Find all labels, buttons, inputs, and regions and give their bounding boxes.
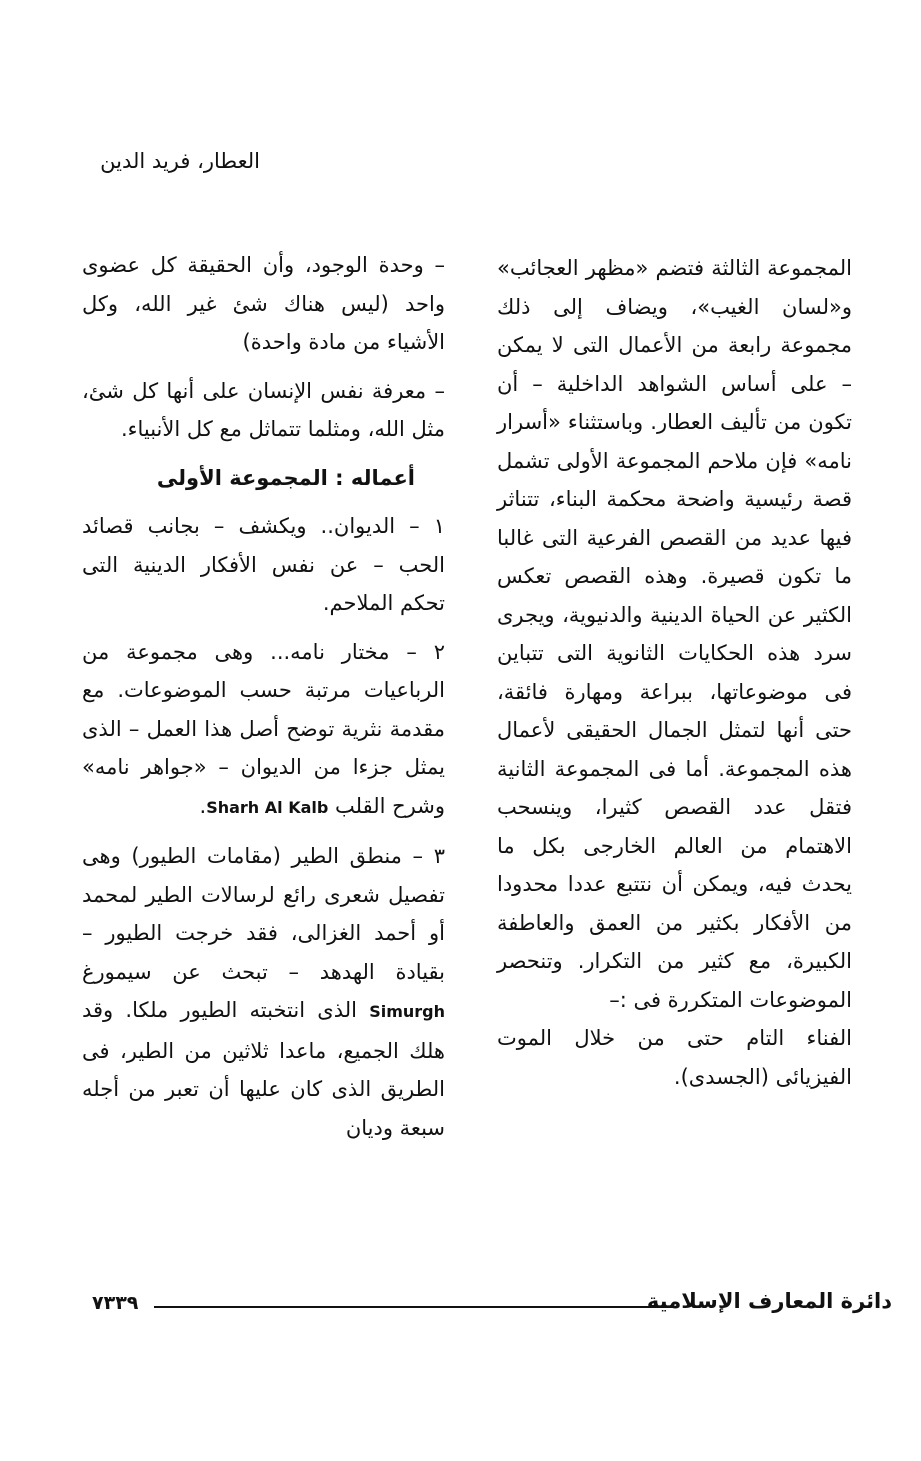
work-item-mukhtar-nama-text: ٢ – مختار نامه... وهى مجموعة من الرباعيات مرتبة حسب الموضوعات. مع مقدمة نثرية توضح أصل هذا العمل – الذى يمثل جزءا من الديوان – «جواهر نامه» وشرح القلب	[82, 639, 445, 818]
list-item-self-knowledge: – معرفة نفس الإنسان على أنها كل شئ، مثل الله، ومثلما تتماثل مع كل الأنبياء.	[82, 378, 445, 441]
page-footer	[92, 1286, 892, 1326]
right-column	[497, 249, 852, 1096]
running-title: العطار، فريد الدين	[100, 149, 260, 173]
latin-term-sharh-al-kalb: Sharh Al Kalb	[206, 797, 329, 817]
left-column	[82, 246, 445, 1157]
footer-divider	[154, 1306, 677, 1308]
right-column-paragraph-2: الفناء التام حتى من خلال الموت الفيزيائى (الجسدى).	[497, 1026, 852, 1089]
latin-term-simurgh: Simurgh	[369, 1002, 445, 1021]
work-item-mantiq-al-tayr	[82, 837, 445, 1147]
work-item-diwan: ١ – الديوان.. ويكشف – بجانب قصائد الحب – عن نفس الأفكار الدينية التى تحكم الملاحم.	[82, 514, 445, 615]
list-item-unity-of-being: – وحدة الوجود، وأن الحقيقة كل عضوى واحد (ليس هناك شئ غير الله، وكل الأشياء من مادة واحدة)	[82, 253, 445, 354]
work-item-mantiq-text-after: الذى انتخبته الطيور ملكا. وقد هلك الجميع، ماعدا ثلاثين من الطير، فى الطريق الذى كان عليها أن تعبر من أجله سبعة وديان	[82, 998, 445, 1140]
work-item-mukhtar-nama: ٢ – مختار نامه... وهى مجموعة من الرباعيات مرتبة حسب الموضوعات. مع مقدمة نثرية توضح أصل هذا العمل – الذى يمثل جزءا من الديوان – «جواهر نامه» وشرح القلب Sharh Al Kalb.	[82, 639, 445, 818]
section-heading-works: أعماله : المجموعة الأولى	[156, 465, 415, 490]
work-item-mantiq-text-before: ٣ – منطق الطير (مقامات الطيور) وهى تفصيل شعرى رائع لرسالات الطير لمحمد أو أحمد الغزالى، فقد خرجت الطيور – بقيادة الهدهد – تبحث عن سيمورغ	[82, 844, 445, 984]
page-number: ٧٣٣٩	[92, 1292, 139, 1314]
right-column-paragraph-1: المجموعة الثالثة فتضم «مظهر العجائب» و«لسان الغيب»، ويضاف إلى ذلك مجموعة رابعة من الأعمال التى لا يمكن – على أساس الشواهد الداخلية – أن تكون من تأليف العطار. وباستثناء «أسرار نامه» فإن ملاحم المجموعة الأولى تشمل قصة رئيسية واضحة محكمة البناء، تتناثر فيها عديد من القصص الفرعية التى غالبا ما تكون قصيرة. وهذه القصص تعكس الكثير عن الحياة الدينية والدنيوية، ويجرى سرد هذه الحكايات الثانوية التى تتباين فى موضوعاتها، ببراعة ومهارة فائقة، حتى أنها لتمثل الجمال الحقيقى لأعمال هذه المجموعة. أما فى المجموعة الثانية فتقل عدد القصص كثيرا، وينسحب الاهتمام من العالم الخارجى بكل ما يحدث فيه، ويمكن أن نتتبع عددا محدودا من الأفكار بكثير من العمق والعاطفة الكبيرة، مع كثير من التكرار. وتنحصر الموضوعات المتكررة فى :–	[497, 256, 852, 1012]
footer-journal-name: دائرة المعارف الإسلامية	[646, 1289, 892, 1313]
